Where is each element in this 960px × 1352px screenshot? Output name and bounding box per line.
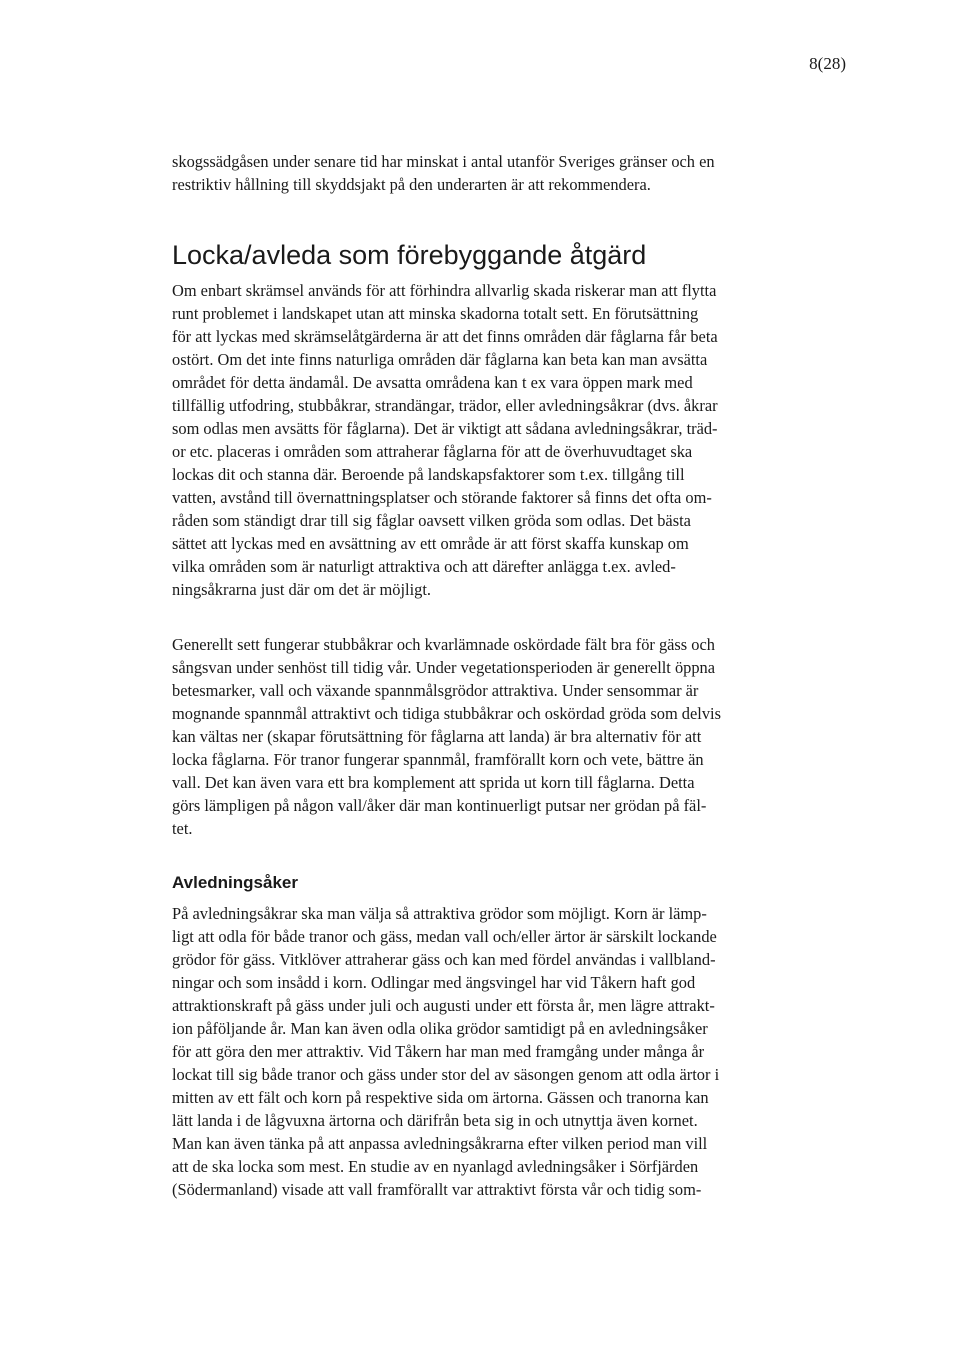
text-line: restriktiv hållning till skyddsjakt på den underarten är att rekommendera. [172,175,651,194]
text-line: vilka områden som är naturligt attraktiva och att därefter anlägga t.ex. avled- [172,557,676,576]
text-line: grödor för gäss. Vitklöver attraherar gäss och kan med fördel användas i vallbland- [172,950,716,969]
intro-paragraph [172,150,772,196]
section-paragraph-1 [172,279,772,601]
text-line: Om enbart skrämsel används för att förhindra allvarlig skada riskerar man att flytta [172,281,717,300]
document-body [172,150,772,1201]
subsection-paragraph [172,902,772,1201]
section-heading: Locka/avleda som förebyggande åtgärd [172,240,647,270]
text-line: tet. [172,819,193,838]
text-line: sångsvan under senhöst till tidig vår. Under vegetationsperioden är generellt öppna [172,658,716,677]
subsection-heading: Avledningsåker [172,873,298,892]
text-line: ningsåkrarna just där om det är möjligt. [172,580,432,599]
text-line: som odlas men avsätts för fåglarna). Det är viktigt att sådana avledningsåkrar, träd- [172,419,718,438]
text-line: lockas dit och stanna där. Beroende på landskapsfaktorer som t.ex. tillgång till [172,465,685,484]
text-line: skogssädgåsen under senare tid har minskat i antal utanför Sveriges gränser och en [172,152,715,171]
text-line: På avledningsåkrar ska man välja så attraktiva grödor som möjligt. Korn är lämp- [172,904,707,923]
text-line: för att lyckas med skrämselåtgärderna är att det finns områden där fåglarna får beta [172,327,718,346]
text-line: för att göra den mer attraktiv. Vid Tåkern har man med framgång under många år [172,1042,705,1061]
text-line: runt problemet i landskapet utan att minska skadorna totalt sett. En förutsättning [172,304,699,323]
text-line: mognande spannmål attraktivt och tidiga stubbåkrar och oskördad gröda som delvis [172,704,721,723]
text-line: kan vältas ner (skapar förutsättning för fåglarna att landa) är bra alternativ för att [172,727,702,746]
text-line: att de ska locka som mest. En studie av en nyanlagd avledningsåker i Sörfjärden [172,1157,699,1176]
text-line: ion påföljande år. Man kan även odla olika grödor samtidigt på en avledningsåker [172,1019,708,1038]
text-line: (Södermanland) visade att vall framförallt var attraktivt första vår och tidig som- [172,1180,702,1199]
text-line: betesmarker, vall och växande spannmålsgrödor attraktiva. Under sensommar är [172,681,699,700]
text-line: ligt att odla för både tranor och gäss, medan vall och/eller ärtor är särskilt lockande [172,927,717,946]
text-line: lätt landa i de lågvuxna ärtorna och därifrån beta sig in och utnyttja även kornet. [172,1111,698,1130]
text-line: sättet att lyckas med en avsättning av ett område är att först skaffa kunskap om [172,534,689,553]
text-line: ningar och som insådd i korn. Odlingar med ängsvingel har vid Tåkern haft god [172,973,696,992]
text-line: Man kan även tänka på att anpassa avledningsåkrarna efter vilken period man vill [172,1134,708,1153]
text-line: råden som ständigt drar till sig fåglar oavsett vilken gröda som odlas. Det bästa [172,511,691,530]
text-line: tillfällig utfodring, stubbåkrar, strandängar, trädor, eller avledningsåkrar (dvs. åkrar [172,396,718,415]
text-line: vall. Det kan även vara ett bra komplement att sprida ut korn till fåglarna. Detta [172,773,695,792]
text-line: vatten, avstånd till övernattningsplatser och störande faktorer så finns det ofta om- [172,488,712,507]
text-line: locka fåglarna. För tranor fungerar spannmål, framförallt korn och vete, bättre än [172,750,704,769]
text-line: området för detta ändamål. De avsatta områdena kan t ex vara öppen mark med [172,373,693,392]
text-line: Generellt sett fungerar stubbåkrar och kvarlämnade oskördade fält bra för gäss och [172,635,715,654]
text-line: or etc. placeras i områden som attraherar fåglarna för att de överhuvudtaget ska [172,442,693,461]
text-line: ostört. Om det inte finns naturliga områden där fåglarna kan beta kan man avsätta [172,350,708,369]
text-line: görs lämpligen på någon vall/åker där man kontinuerligt putsar ner grödan på fäl- [172,796,707,815]
section-paragraph-2 [172,633,772,840]
page-number: 8(28) [809,54,846,73]
text-line: attraktionskraft på gäss under juli och augusti under ett första år, men lägre attrakt- [172,996,715,1015]
text-line: lockat till sig både tranor och gäss under stor del av säsongen genom att odla ärtor i [172,1065,720,1084]
text-line: mitten av ett fält och korn på respektive sida om ärtorna. Gässen och tranorna kan [172,1088,709,1107]
